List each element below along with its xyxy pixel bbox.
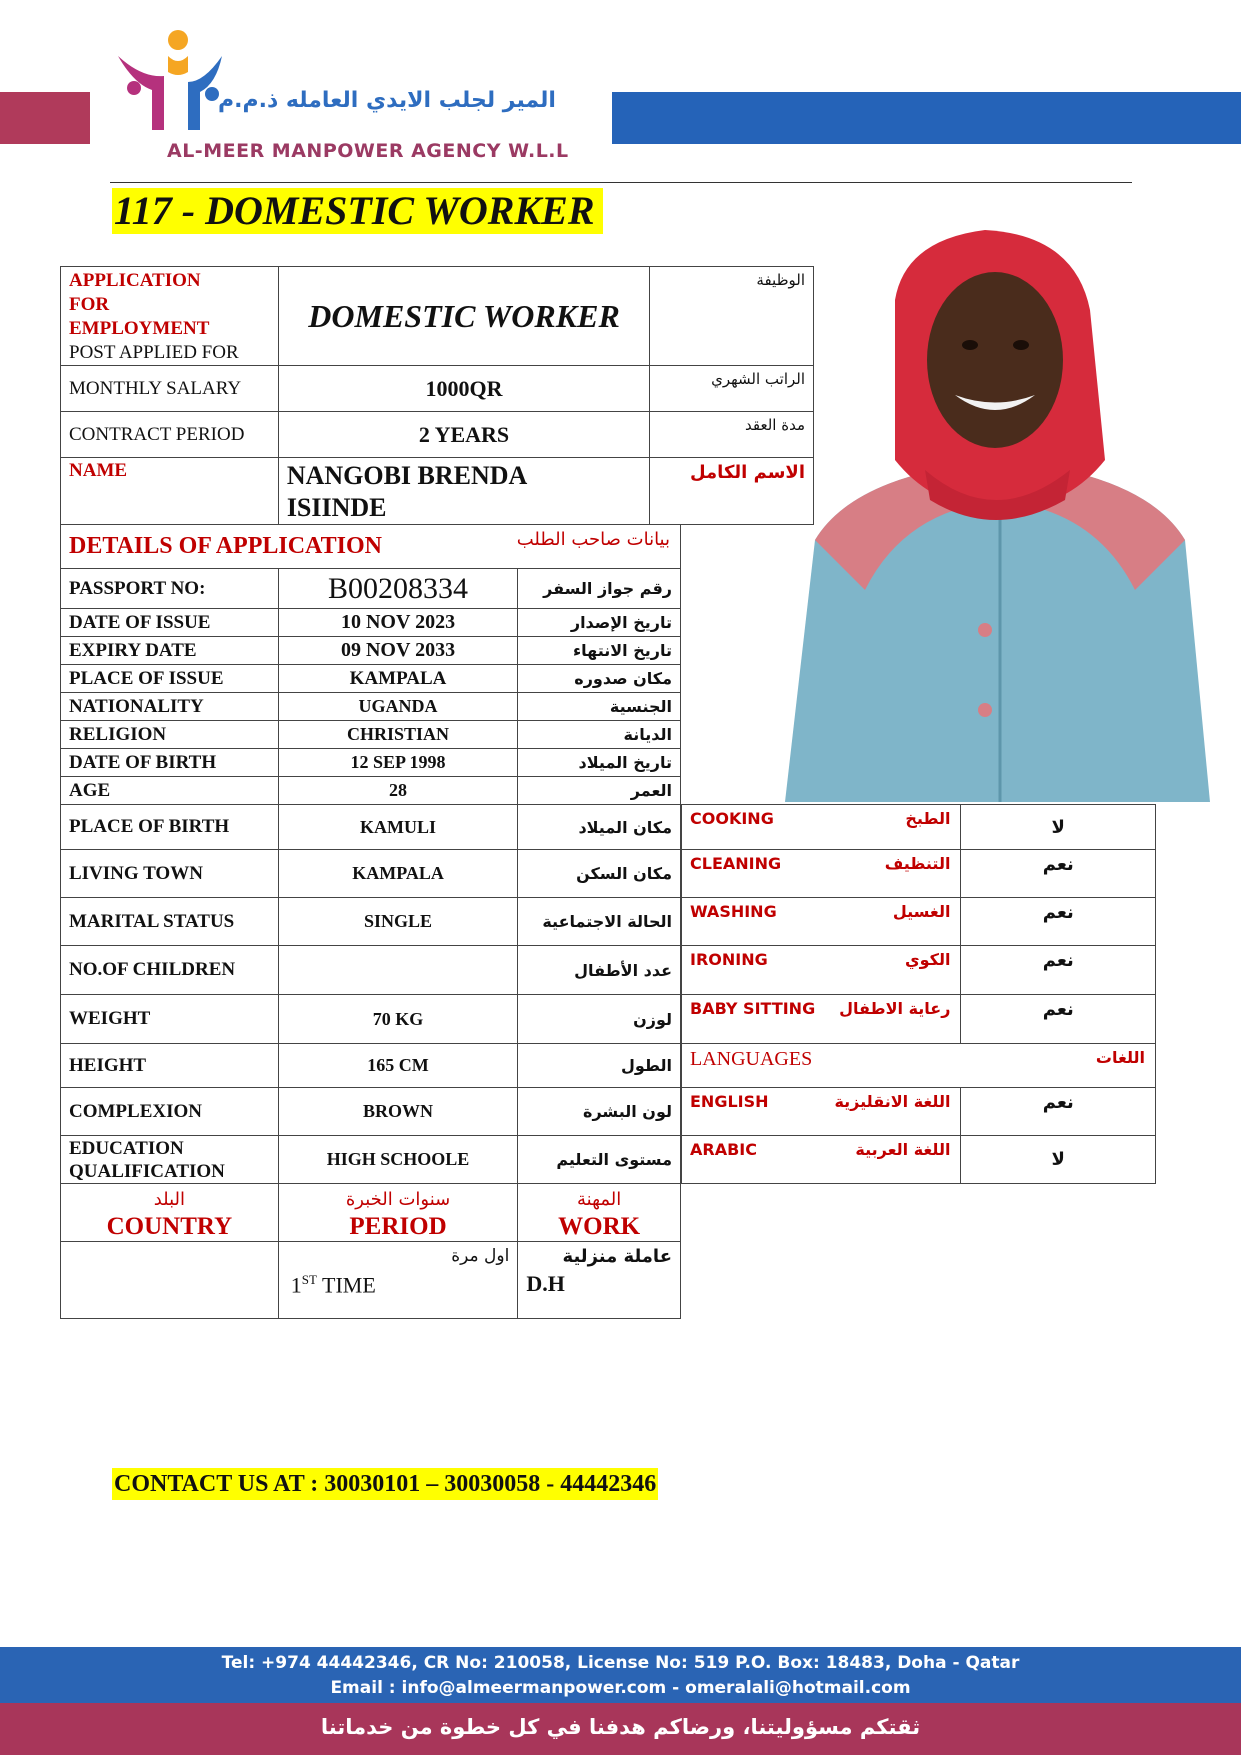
table-row xyxy=(61,1044,681,1088)
table-row xyxy=(61,749,681,777)
place-of-birth-value: KAMULI xyxy=(278,805,518,850)
place-of-birth-ar: مكان الميلاد xyxy=(518,805,681,850)
skill-cleaning-label: CLEANING xyxy=(690,854,782,873)
dob-ar: تاريخ الميلاد xyxy=(518,749,681,777)
name-value-line2: ISIINDE xyxy=(286,493,387,522)
marital-status-label: MARITAL STATUS xyxy=(61,898,279,946)
skill-cooking-label: COOKING xyxy=(690,809,774,828)
employment-summary-table xyxy=(60,266,814,525)
living-town-label: LIVING TOWN xyxy=(61,850,279,898)
expiry-date-label: EXPIRY DATE xyxy=(61,637,279,665)
period-value-ar: اول مرة xyxy=(451,1246,510,1266)
skill-babysitting-ar: رعاية الاطفال xyxy=(839,999,951,1018)
footer-slogan: ثقتكم مسؤوليتنا، ورضاكم هدفنا في كل خطوة من خدماتنا xyxy=(0,1703,1241,1755)
height-label: HEIGHT xyxy=(61,1044,279,1088)
salary-label: MONTHLY SALARY xyxy=(61,366,279,412)
work-header: WORK xyxy=(558,1212,641,1240)
skill-washing-ar: الغسيل xyxy=(892,902,951,921)
work-value-ar: عاملة منزلية xyxy=(562,1246,672,1267)
language-english-answer: نعم xyxy=(961,1088,1156,1136)
weight-label: WEIGHT xyxy=(61,995,279,1044)
complexion-value: BROWN xyxy=(278,1088,518,1136)
document-title: 117 - DOMESTIC WORKER xyxy=(112,188,603,234)
issue-date-label: DATE OF ISSUE xyxy=(61,609,279,637)
skill-ironing-answer: نعم xyxy=(961,946,1156,995)
work-ar: المهنة xyxy=(577,1188,622,1210)
logo-arabic-text: المير لجلب الايدي العامله ذ.م.م xyxy=(218,88,556,113)
skill-row xyxy=(682,946,1156,995)
footer-line1: Tel: +974 44442346, CR No: 210058, License No: 519 P.O. Box: 18483, Doha - Qatar xyxy=(221,1653,1020,1673)
skill-ironing-ar: الكوي xyxy=(904,950,951,969)
contact-numbers: CONTACT US AT : 30030101 – 30030058 - 44442346 xyxy=(112,1468,658,1500)
application-label-line1: APPLICATION xyxy=(69,270,201,291)
table-row xyxy=(61,721,681,749)
place-of-birth-label: PLACE OF BIRTH xyxy=(61,805,279,850)
table-row xyxy=(61,693,681,721)
language-english-ar: اللغة الانقليزية xyxy=(834,1092,951,1111)
language-row xyxy=(682,1136,1156,1184)
age-ar: العمر xyxy=(518,777,681,805)
skill-row xyxy=(682,805,1156,850)
table-row xyxy=(61,665,681,693)
expiry-date-ar: تاريخ الانتهاء xyxy=(518,637,681,665)
skill-row xyxy=(682,995,1156,1044)
skill-ironing-label: IRONING xyxy=(690,950,768,969)
children-label: NO.OF CHILDREN xyxy=(61,946,279,995)
footer-line2: Email : info@almeermanpower.com - omeralali@hotmail.com xyxy=(330,1678,911,1698)
dob-label: DATE OF BIRTH xyxy=(61,749,279,777)
details-heading-ar: بيانات صاحب الطلب xyxy=(516,529,670,550)
table-row xyxy=(61,946,681,995)
contract-ar: مدة العقد xyxy=(650,412,814,458)
contract-value: 2 YEARS xyxy=(278,412,649,458)
place-of-issue-ar: مكان صدوره xyxy=(518,665,681,693)
table-row xyxy=(61,898,681,946)
language-arabic-ar: اللغة العربية xyxy=(855,1140,951,1159)
experience-country-value xyxy=(61,1242,279,1319)
skill-cleaning-answer: نعم xyxy=(961,850,1156,898)
place-of-issue-label: PLACE OF ISSUE xyxy=(61,665,279,693)
header-bar-left xyxy=(0,92,90,144)
place-of-issue-value: KAMPALA xyxy=(278,665,518,693)
language-arabic-label: ARABIC xyxy=(690,1140,757,1159)
skill-cooking-ar: الطبخ xyxy=(905,809,951,828)
period-value: 1ST TIME xyxy=(290,1272,376,1298)
language-row xyxy=(682,1088,1156,1136)
table-row xyxy=(61,995,681,1044)
religion-value: CHRISTIAN xyxy=(278,721,518,749)
languages-label: LANGUAGES xyxy=(690,1048,813,1070)
issue-date-value: 10 NOV 2023 xyxy=(278,609,518,637)
complexion-ar: لون البشرة xyxy=(518,1088,681,1136)
religion-ar: الديانة xyxy=(518,721,681,749)
experience-row xyxy=(61,1242,681,1319)
name-row xyxy=(61,458,814,525)
post-applied-row xyxy=(61,267,814,366)
skill-cleaning-ar: التنظيف xyxy=(884,854,951,873)
table-row xyxy=(61,569,681,609)
age-label: AGE xyxy=(61,777,279,805)
details-heading: DETAILS OF APPLICATION xyxy=(69,533,382,559)
education-value: HIGH SCHOOLE xyxy=(278,1136,518,1184)
salary-value: 1000QR xyxy=(278,366,649,412)
age-value: 28 xyxy=(278,777,518,805)
skill-babysitting-label: BABY SITTING xyxy=(690,999,816,1018)
weight-value: 70 KG xyxy=(278,995,518,1044)
skill-babysitting-answer: نعم xyxy=(961,995,1156,1044)
footer-contact-bar xyxy=(0,1647,1241,1703)
weight-ar: لوزن xyxy=(518,995,681,1044)
language-arabic-answer: لا xyxy=(961,1136,1156,1184)
languages-header-row xyxy=(682,1044,1156,1088)
table-row xyxy=(61,1088,681,1136)
skill-row xyxy=(682,898,1156,946)
skill-cooking-answer: لا xyxy=(961,805,1156,850)
table-row xyxy=(61,850,681,898)
contract-label: CONTRACT PERIOD xyxy=(61,412,279,458)
post-applied-value: DOMESTIC WORKER xyxy=(278,267,649,366)
skills-table xyxy=(681,804,1156,1184)
passport-ar: رقم جواز السفر xyxy=(518,569,681,609)
living-town-ar: مكان السكن xyxy=(518,850,681,898)
period-header: PERIOD xyxy=(349,1212,447,1240)
children-ar: عدد الأطفال xyxy=(518,946,681,995)
company-logo-icon xyxy=(112,26,232,136)
applicant-photo xyxy=(785,210,1210,802)
table-row xyxy=(61,1136,681,1184)
expiry-date-value: 09 NOV 2033 xyxy=(278,637,518,665)
logo-english-text: AL-MEER MANPOWER AGENCY W.L.L xyxy=(167,140,569,162)
education-label: EDUCATION QUALIFICATION xyxy=(61,1136,279,1184)
table-row xyxy=(61,805,681,850)
application-label-line3: EMPLOYMENT xyxy=(69,318,210,339)
country-ar: البلد xyxy=(153,1188,186,1210)
living-town-value: KAMPALA xyxy=(278,850,518,898)
table-row xyxy=(61,637,681,665)
language-english-label: ENGLISH xyxy=(690,1092,769,1111)
post-applied-label: POST APPLIED FOR xyxy=(69,342,239,363)
contract-row xyxy=(61,412,814,458)
nationality-ar: الجنسية xyxy=(518,693,681,721)
height-value: 165 CM xyxy=(278,1044,518,1088)
marital-status-ar: الحالة الاجتماعية xyxy=(518,898,681,946)
name-value-line1: NANGOBI BRENDA xyxy=(286,461,528,490)
details-heading-row xyxy=(61,525,681,569)
nationality-label: NATIONALITY xyxy=(61,693,279,721)
issue-date-ar: تاريخ الإصدار xyxy=(518,609,681,637)
children-value xyxy=(278,946,518,995)
header-divider xyxy=(110,182,1132,183)
period-ar: سنوات الخبرة xyxy=(345,1188,451,1210)
marital-status-value: SINGLE xyxy=(278,898,518,946)
passport-label: PASSPORT NO: xyxy=(61,569,279,609)
work-value: D.H xyxy=(526,1271,565,1296)
skill-washing-label: WASHING xyxy=(690,902,777,921)
skill-washing-answer: نعم xyxy=(961,898,1156,946)
salary-row xyxy=(61,366,814,412)
table-row xyxy=(61,777,681,805)
salary-ar: الراتب الشهري xyxy=(650,366,814,412)
skill-row xyxy=(682,850,1156,898)
name-label: NAME xyxy=(61,458,279,525)
nationality-value: UGANDA xyxy=(278,693,518,721)
post-applied-ar: الوظيفة xyxy=(650,267,814,366)
dob-value: 12 SEP 1998 xyxy=(278,749,518,777)
experience-header-row xyxy=(61,1184,681,1242)
applicant-details-table xyxy=(60,524,681,1319)
table-row xyxy=(61,609,681,637)
education-ar: مستوى التعليم xyxy=(518,1136,681,1184)
languages-ar: اللغات xyxy=(1095,1048,1145,1067)
header-bar-right xyxy=(612,92,1241,144)
passport-value: B00208334 xyxy=(278,569,518,609)
name-ar: الاسم الكامل xyxy=(650,458,814,525)
complexion-label: COMPLEXION xyxy=(61,1088,279,1136)
country-header: COUNTRY xyxy=(106,1212,233,1240)
application-label-line2: FOR xyxy=(69,294,110,315)
religion-label: RELIGION xyxy=(61,721,279,749)
height-ar: الطول xyxy=(518,1044,681,1088)
